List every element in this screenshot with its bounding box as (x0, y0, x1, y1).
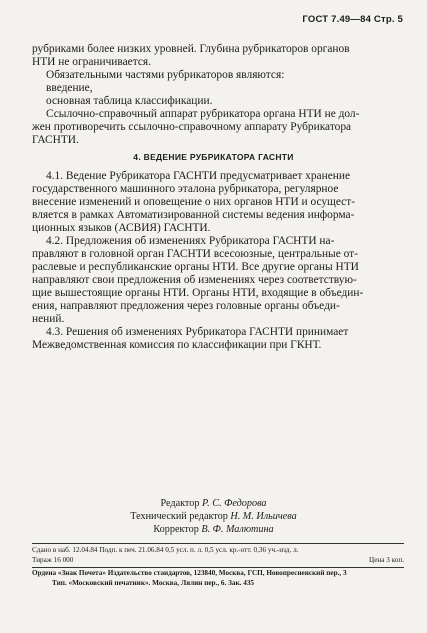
proofreader-role: Корректор (153, 524, 199, 535)
text-line: государственного машинного эталона рубрикатора, регулярное (32, 183, 339, 195)
section-text (32, 170, 404, 352)
text-line: ционных языков (АСВИЯ) ГАСНТИ. (32, 222, 211, 234)
text-line: направляют свои предложения об изменениях через соответствую- (32, 274, 357, 286)
text-line: щие вышестоящие органы НТИ. Органы НТИ, входящие в объедин- (32, 287, 364, 299)
proofreader-line (0, 523, 427, 536)
print-details (32, 546, 404, 566)
divider-top (32, 543, 404, 544)
page-header: ГОСТ 7.49—84 Стр. 5 (302, 14, 403, 25)
text-line: ения, направляют предложения через головные органы объеди- (32, 300, 340, 312)
text-line: введение, (46, 82, 93, 94)
print-details-line: Сдано в наб. 12.04.84 Подп. к печ. 21.06.84 0,5 усл. п. л. 0,5 усл. кр.-отт. 0,36 уч.-изд. л. (32, 546, 299, 554)
divider-bottom (32, 567, 404, 568)
text-line: основная таблица классификации. (46, 95, 213, 107)
tech-editor-name: Н. М. Ильичева (230, 511, 297, 522)
publisher-info (32, 569, 404, 588)
text-line: Межведомственная комиссия по классификации при ГКНТ. (32, 339, 322, 351)
text-line: внесение изменений и оповещение о них органов НТИ и осущест- (32, 196, 355, 208)
text-line: рубриками более низких уровней. Глубина рубрикаторов органов (32, 43, 350, 55)
tech-editor-line (0, 510, 427, 523)
print-run: Тираж 16 000 (32, 555, 74, 564)
editor-line (0, 497, 427, 510)
proofreader-name: В. Ф. Малютина (201, 524, 274, 535)
text-line: ГАСНТИ. (32, 134, 79, 146)
text-line: 4.1. Ведение Рубрикатора ГАСНТИ предусматривает хранение (46, 170, 351, 182)
price: Цена 3 коп. (369, 555, 404, 564)
text-line: правляют в головной орган ГАСНТИ всесоюзные, центральные от- (32, 248, 358, 260)
publisher-line: Ордена «Знак Почета» Издательство стандартов, 123840, Москва, ГСП, Новопресненский пер., 3 (32, 569, 347, 577)
text-line: раслевые и республиканские органы НТИ. Все другие органы НТИ (32, 261, 359, 273)
text-line: Обязательными частями рубрикаторов являются: (46, 69, 285, 81)
text-line: Ссылочно-справочный аппарат рубрикатора органа НТИ не дол- (46, 108, 360, 120)
print-run-line (32, 556, 404, 566)
section-heading: 4. ВЕДЕНИЕ РУБРИКАТОРА ГАСНТИ (133, 152, 294, 162)
editorial-credits (0, 497, 427, 536)
tech-editor-role: Технический редактор (130, 511, 228, 522)
text-line: нений. (32, 313, 65, 325)
text-line: вляется в рамках Автоматизированной системы ведения информа- (32, 209, 355, 221)
text-line: жен противоречить ссылочно-справочному аппарату Рубрикатора (32, 121, 352, 133)
editor-role: Редактор (160, 498, 200, 509)
printer-line: Тип. «Московский печатник». Москва, Лялин пер., 6. Зак. 435 (52, 578, 255, 587)
intro-text (32, 43, 404, 147)
text-line: 4.2. Предложения об изменениях Рубрикатора ГАСНТИ на- (46, 235, 335, 247)
text-line: НТИ не ограничивается. (32, 56, 151, 68)
text-line: 4.3. Решения об изменениях Рубрикатора ГАСНТИ принимает (46, 326, 349, 338)
editor-name: Р. С. Федорова (201, 498, 267, 509)
